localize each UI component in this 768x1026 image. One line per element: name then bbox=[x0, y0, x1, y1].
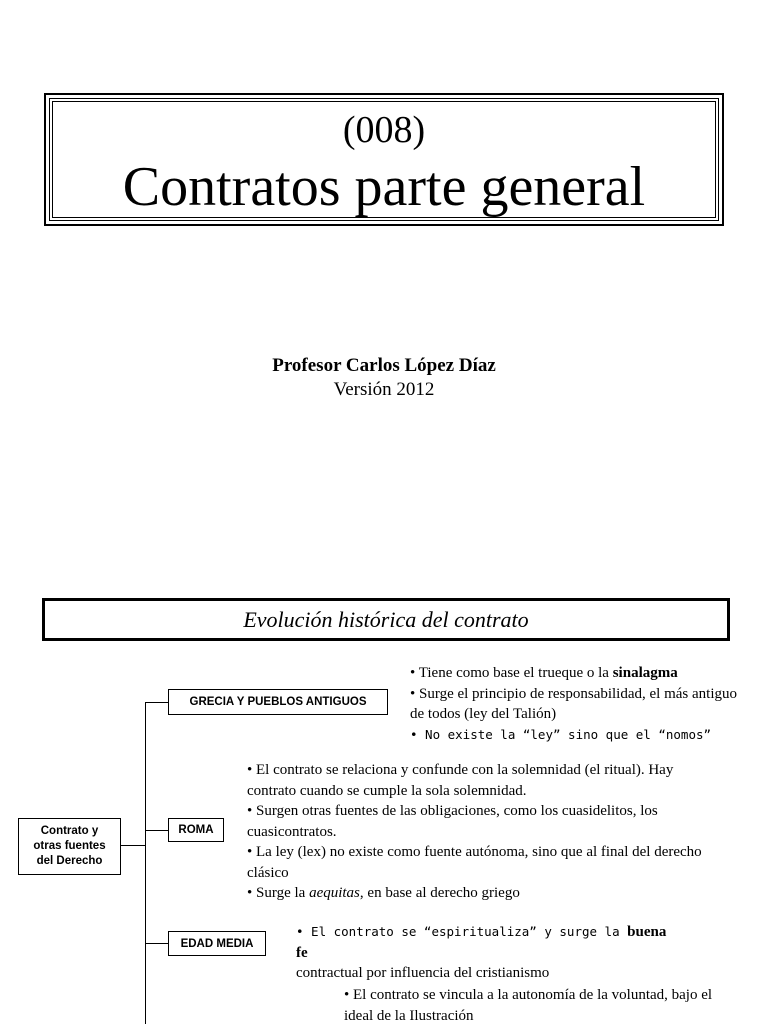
roma-description bbox=[247, 760, 717, 904]
bullet-text: , en base al derecho griego bbox=[359, 885, 520, 901]
tree-trunk bbox=[145, 702, 146, 1024]
moderna-description bbox=[344, 985, 724, 1026]
document-title: Contratos parte general bbox=[122, 156, 646, 218]
moderna-bullet: • El contrato se vincula a la autonomía de la voluntad, bajo el ideal de la Ilustración bbox=[344, 987, 713, 1024]
edad-media-bullet bbox=[296, 922, 676, 963]
root-node-line: Contrato y bbox=[40, 825, 99, 837]
grecia-description bbox=[410, 663, 740, 745]
bullet-emphasis: sinalagma bbox=[612, 665, 678, 681]
bullet-emphasis: aequitas bbox=[309, 885, 360, 901]
node-grecia: GRECIA Y PUEBLOS ANTIGUOS bbox=[168, 689, 388, 715]
edad-media-bullet: contractual por influencia del cristianismo bbox=[296, 965, 550, 981]
section-heading: Evolución histórica del contrato bbox=[243, 607, 529, 632]
node-roma: ROMA bbox=[168, 818, 224, 842]
branch-edad-media bbox=[145, 943, 168, 944]
grecia-bullet bbox=[410, 663, 740, 684]
bullet-text: • Tiene como base el trueque o la bbox=[410, 665, 613, 681]
root-node-line: otras fuentes bbox=[33, 840, 106, 852]
roma-bullet: • La ley (lex) no existe como fuente autónoma, sino que al final del derecho clásico bbox=[247, 844, 702, 881]
bullet-text: • El contrato se “espiritualiza” y surge la bbox=[296, 924, 628, 939]
roma-bullet bbox=[247, 883, 717, 904]
edad-media-description bbox=[296, 922, 676, 984]
root-node bbox=[18, 818, 121, 875]
grecia-bullet: • No existe la “ley” sino que el “nomos” bbox=[410, 726, 712, 742]
bullet-text: • Surge la bbox=[247, 885, 310, 901]
bullet-emphasis: buena fe bbox=[296, 924, 667, 961]
roma-bullet: • Surgen otras fuentes de las obligaciones, como los cuasidelitos, los cuasicontratos. bbox=[247, 803, 658, 840]
roma-bullet: • El contrato se relaciona y confunde con la solemnidad (el ritual). Hay contrato cuando se cumple la sola solemnidad. bbox=[247, 762, 674, 799]
branch-grecia bbox=[145, 702, 168, 703]
root-node-line: del Derecho bbox=[36, 855, 103, 867]
root-connector bbox=[121, 845, 145, 846]
branch-roma bbox=[145, 830, 168, 831]
grecia-bullet: • Surge el principio de responsabilidad, el más antiguo de todos (ley del Talión) bbox=[410, 685, 737, 722]
document-version: Versión 2012 bbox=[333, 379, 435, 400]
document-number: (008) bbox=[342, 109, 426, 151]
author-name: Profesor Carlos López Díaz bbox=[272, 355, 496, 376]
node-edad-media: EDAD MEDIA bbox=[168, 931, 266, 956]
